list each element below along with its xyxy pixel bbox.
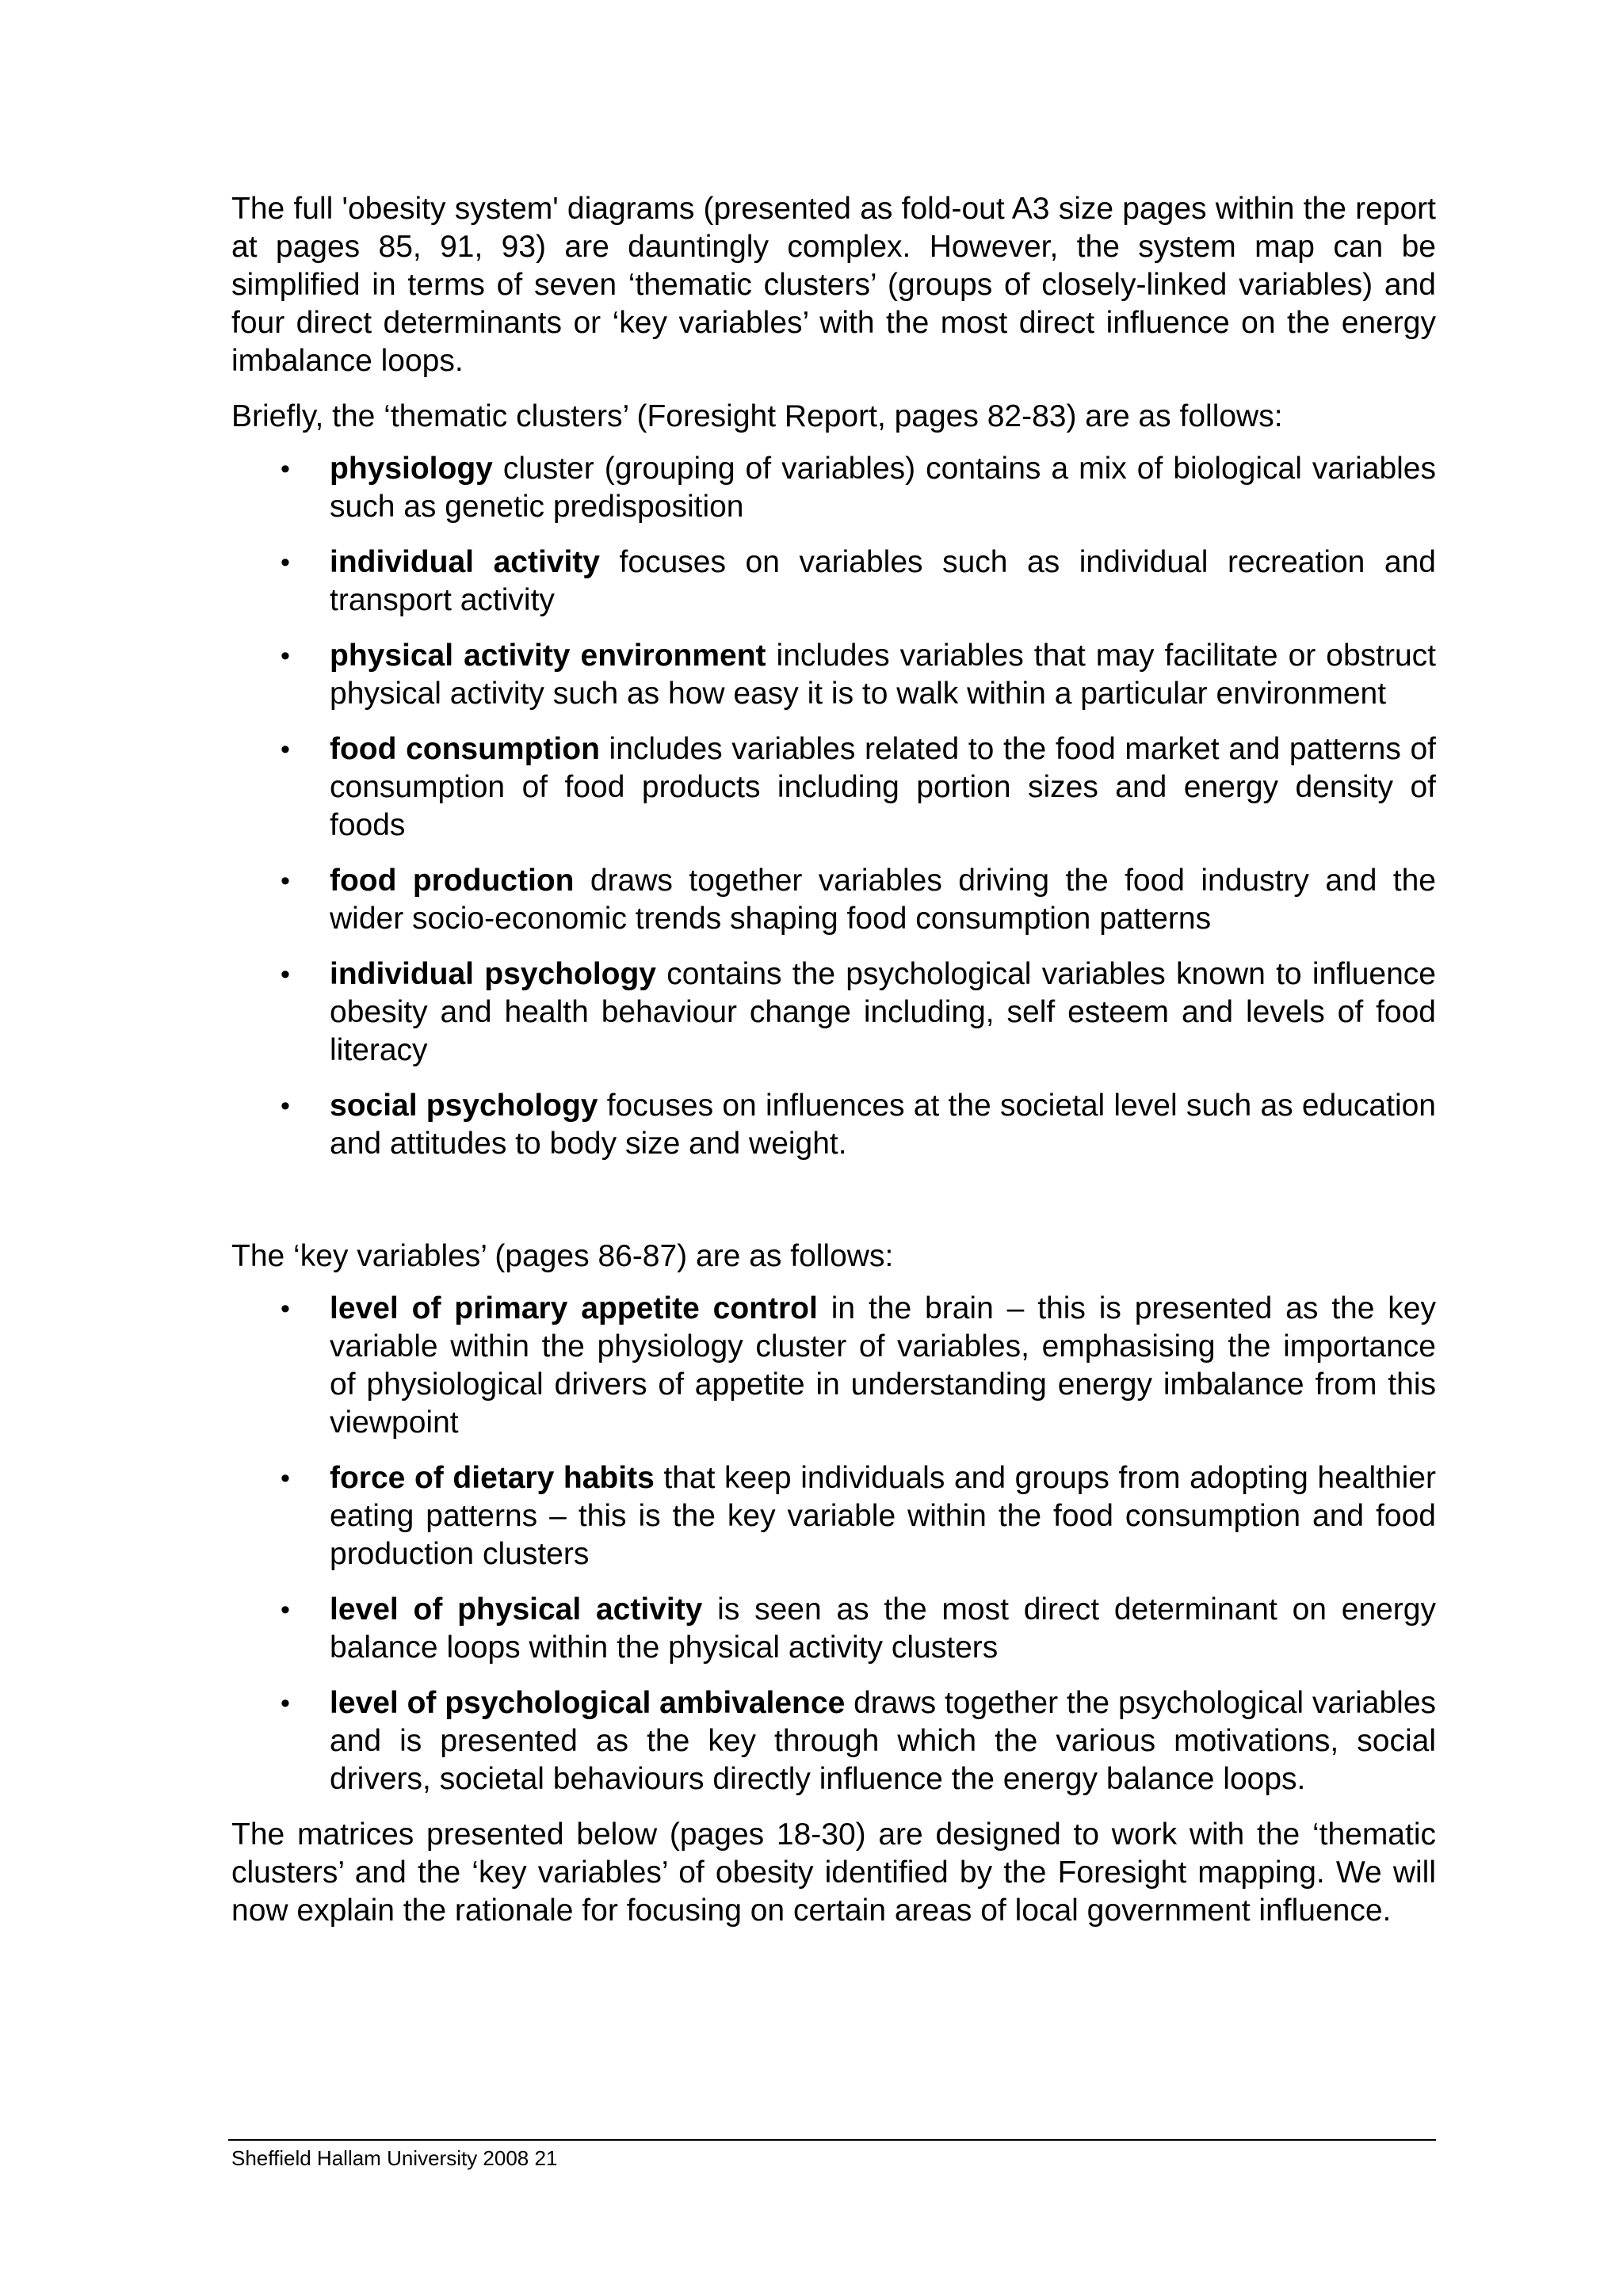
cluster-description: contains the psychological variables known to influence obesity and health behaviour change including, self esteem and levels of food literacy [330,957,1436,1067]
key-variable-term: level of physical activity [330,1592,703,1627]
list-item [231,543,1436,620]
footer-divider [228,2139,1436,2141]
key-variable-description: is seen as the most direct determinant on energy balance loops within the physical activity clusters [330,1592,1436,1665]
list-item [231,1087,1436,1163]
cluster-term: social psychology [330,1089,598,1123]
page-footer: Sheffield Hallam University 2008 21 [231,2146,558,2170]
thematic-clusters-list [231,450,1436,1163]
cluster-description: includes variables that may facilitate or obstruct physical activity such as how easy it is to walk within a particular environment [330,639,1436,711]
key-variable-description: in the brain – this is presented as the key variable within the physiology cluster of variables, emphasising the importance of physiological drivers of appetite in understanding energy imbalance from this viewpoint [330,1291,1437,1440]
bullet-icon: • [281,1688,290,1718]
list-item [231,1290,1436,1442]
page-content [231,190,1436,1930]
list-item [231,450,1436,526]
list-item [231,1684,1436,1798]
bullet-icon: • [281,1091,290,1121]
cluster-term: food consumption [330,732,600,766]
list-item [231,637,1436,713]
list-item [231,730,1436,845]
bullet-icon: • [281,1595,290,1625]
cluster-term: food production [330,864,575,898]
key-variables-list [231,1290,1436,1798]
key-variable-description: draws together the psychological variables and is presented as the key through which the various motivations, social drivers, societal behaviours directly influence the energy balance loops. [330,1686,1437,1796]
bullet-icon: • [281,547,290,578]
list-item [231,1459,1436,1573]
list-item [231,1591,1436,1667]
intro-paragraph: The full 'obesity system' diagrams (presented as fold-out A3 size pages within the report at pages 85, 91, 93) are dauntingly complex. However, the system map can be simplified in terms of seven ‘thematic clusters’ (groups of closely-linked variables) and four direct determinants or ‘key variables’ with the most direct influence on the energy imbalance loops. [231,192,1436,378]
cluster-term: physical activity environment [330,639,766,673]
list-item [231,955,1436,1070]
cluster-description: includes variables related to the food market and patterns of consumption of food products including portion sizes and energy density of foods [330,732,1436,842]
bullet-icon: • [281,734,290,765]
cluster-description: focuses on variables such as individual recreation and transport activity [330,545,1436,617]
key-variable-term: level of primary appetite control [330,1291,818,1325]
bullet-icon: • [281,1294,290,1324]
bullet-icon: • [281,1463,290,1493]
cluster-term: individual psychology [330,957,656,991]
cluster-term: physiology [330,452,493,486]
cluster-description: draws together variables driving the food industry and the wider socio-economic trends shaping food consumption patterns [330,864,1436,936]
bullet-icon: • [281,641,290,671]
bullet-icon: • [281,959,290,990]
cluster-description: focuses on influences at the societal level such as education and attitudes to body size and weight. [330,1089,1436,1161]
clusters-intro: Briefly, the ‘thematic clusters’ (Foresight Report, pages 82-83) are as follows: [231,399,1283,433]
cluster-description: cluster (grouping of variables) contains a mix of biological variables such as genetic predisposition [330,452,1436,524]
key-variable-term: force of dietary habits [330,1461,655,1495]
list-item [231,862,1436,938]
cluster-term: individual activity [330,545,600,579]
key-variables-intro: The ‘key variables’ (pages 86-87) are as follows: [231,1239,894,1273]
key-variable-description: that keep individuals and groups from adopting healthier eating patterns – this is the key variable within the food consumption and food production clusters [330,1461,1436,1571]
bullet-icon: • [281,454,290,484]
bullet-icon: • [281,866,290,896]
closing-paragraph: The matrices presented below (pages 18-30) are designed to work with the ‘thematic clusters’ and the ‘key variables’ of obesity identified by the Foresight mapping. We will now explain the rationale for focusing on certain areas of local government influence. [231,1817,1436,1928]
key-variable-term: level of psychological ambivalence [330,1686,846,1720]
